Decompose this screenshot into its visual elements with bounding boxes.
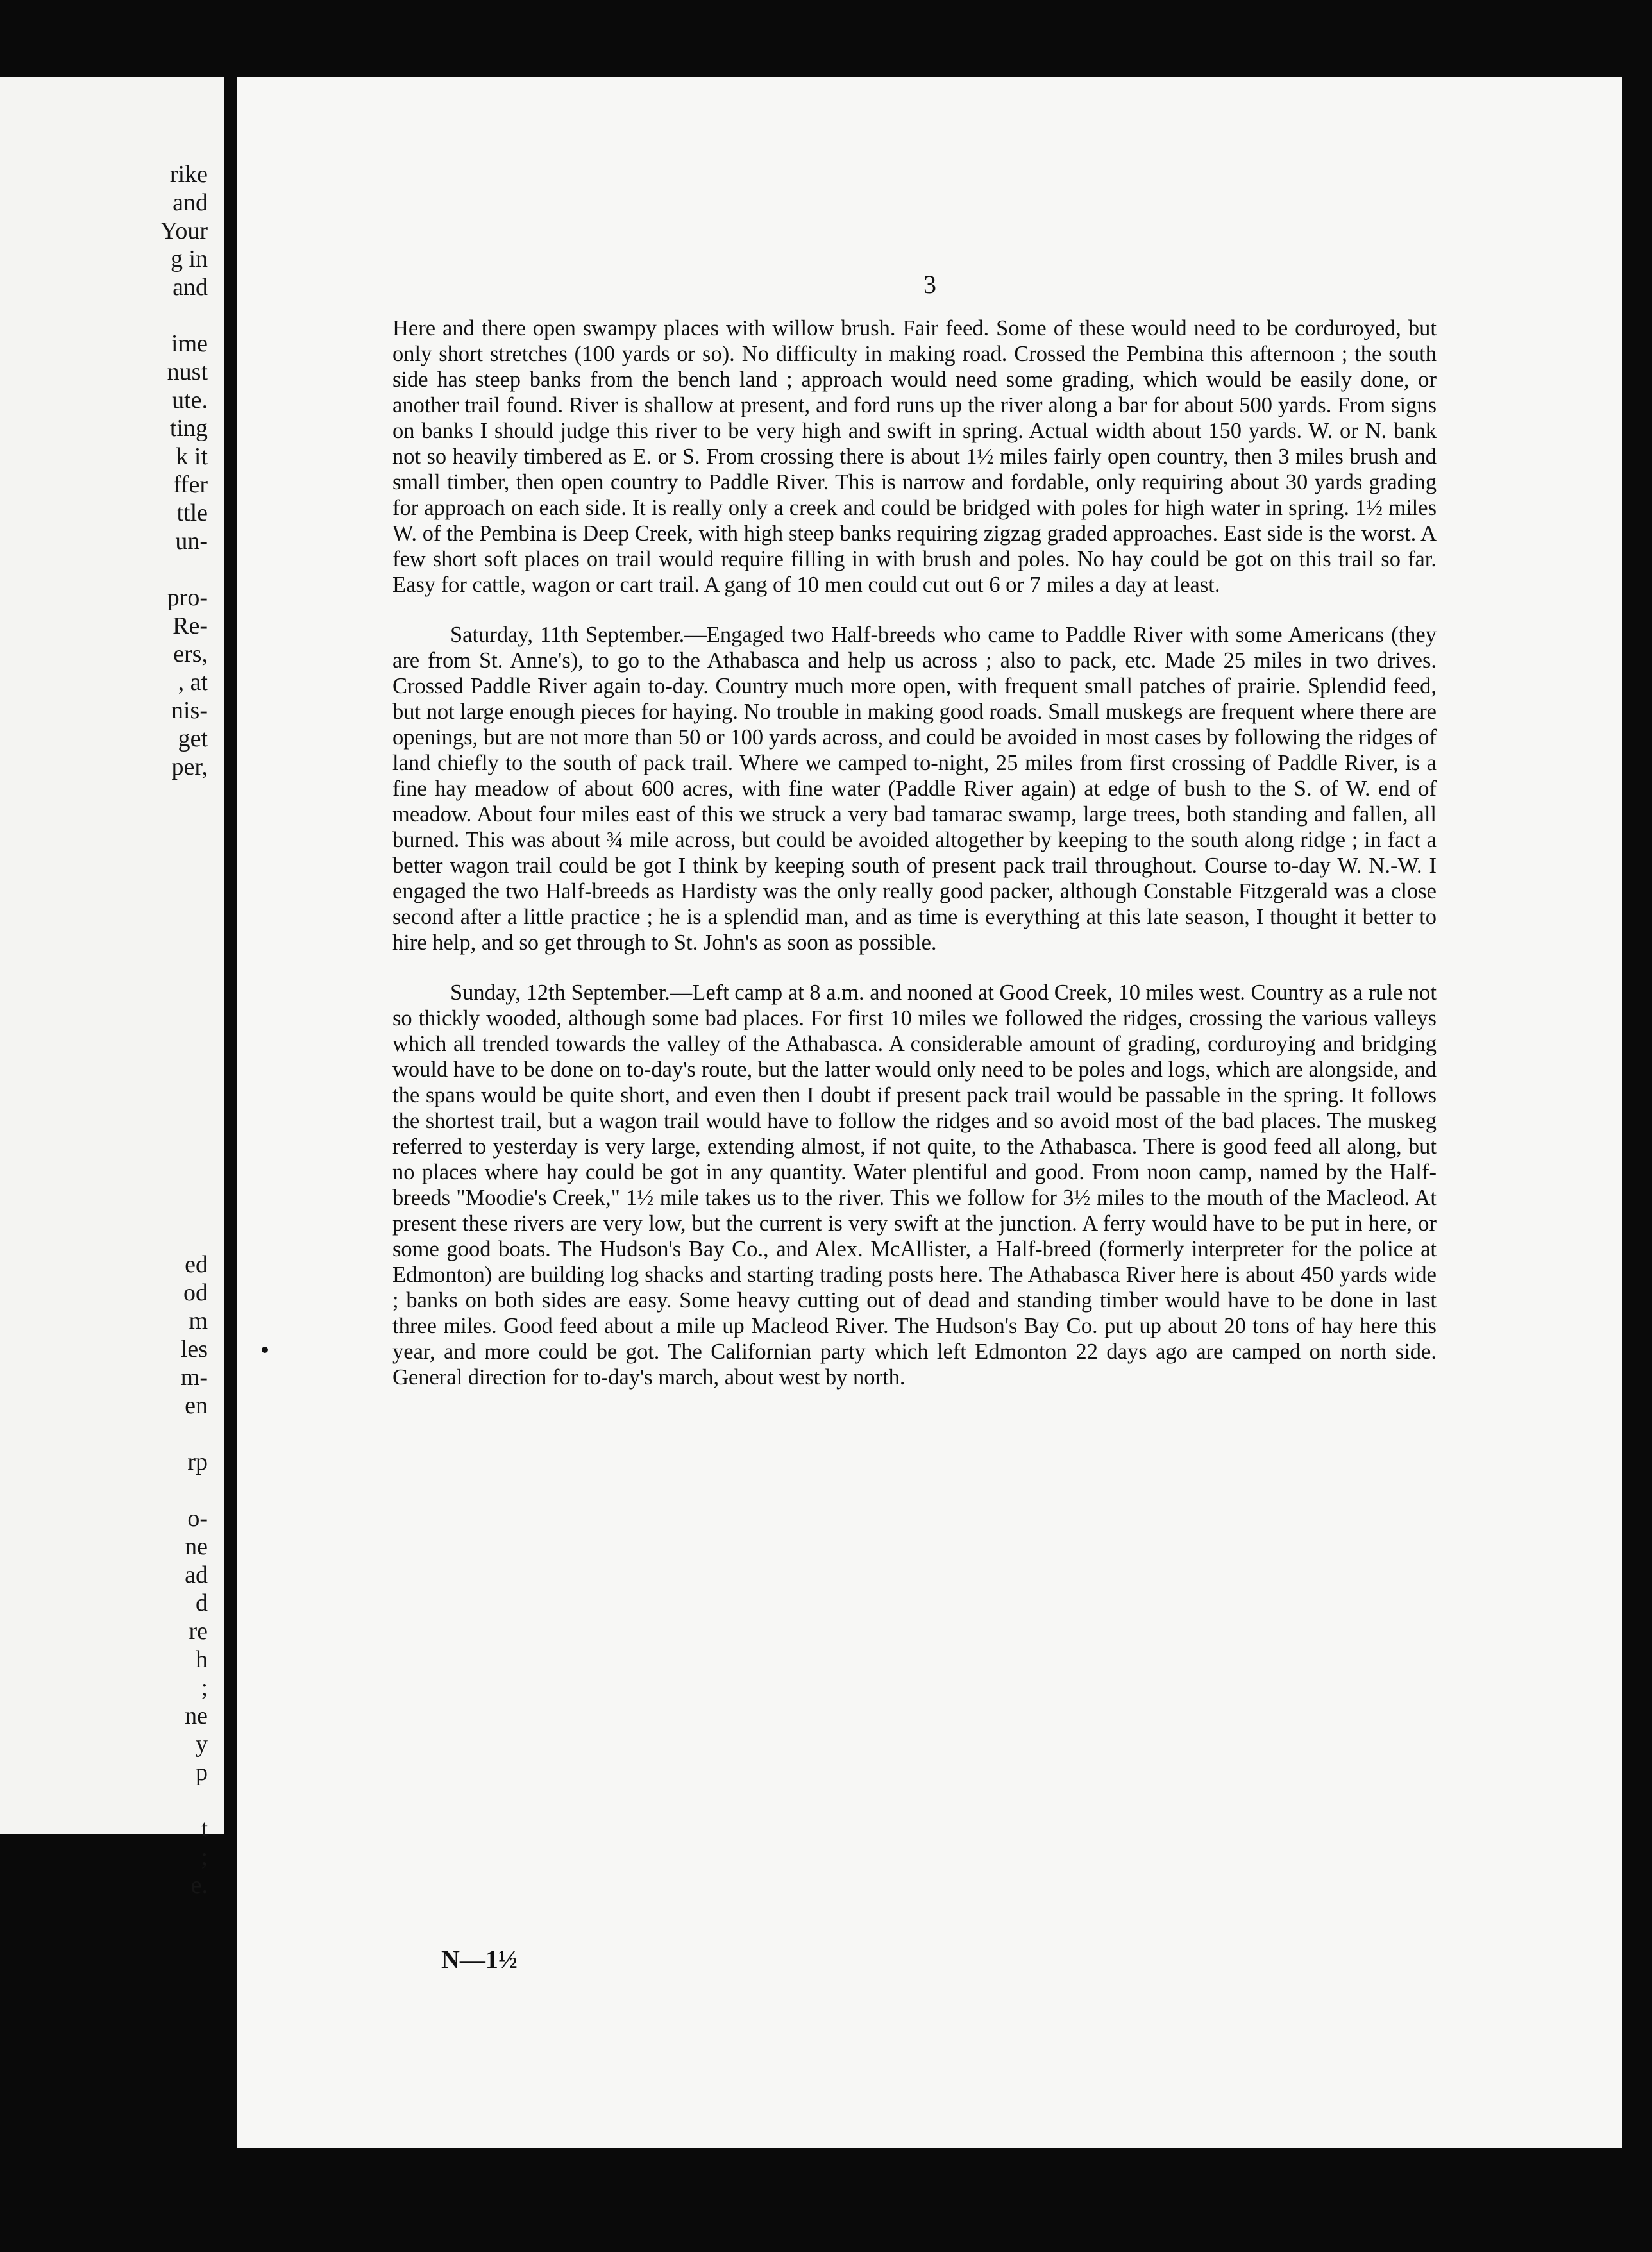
left-page-fragment-line: [112, 1420, 208, 1448]
left-page-fragment-line: ers,: [173, 641, 208, 668]
left-page-fragment-line: ime: [171, 330, 208, 357]
page-number: 3: [923, 270, 936, 299]
left-page-fragment-line: m: [189, 1307, 208, 1334]
left-page-fragment-line: k it: [176, 443, 208, 470]
left-page-fragment-line: ffer: [173, 471, 208, 498]
left-page-fragment-line: od: [183, 1279, 208, 1306]
left-page-fragment-line: rp: [187, 1449, 208, 1475]
left-page-fragment: [0, 77, 224, 1899]
left-page-fragment-line: re: [189, 1618, 208, 1645]
paragraph-1: Here and there open swampy places with willow brush. Fair feed. Some of these would need to be corduroyed, but only short stretches (100 yards or so). No difficulty in making road. Crossed the Pembina this afternoon ; the south side has steep banks from the bench land ; approach would need some grading, which would be easily done, or another trail found. River is shallow at present, and ford runs up the river along a bar for about 500 yards. From signs on banks I should judge this river to be very high and swift in spring. Actual width about 150 yards. W. or N. bank not so heavily timbered as E. or S. From crossing there is about 1½ miles fairly open country, then 3 miles brush and small timber, then open country to Paddle River. This is narrow and fordable, only requiring about 30 yards grading for approach on each side. It is really only a creek and could be bridged with poles for high water in spring. 1½ miles W. of the Pembina is Deep Creek, with high steep banks requiring zigzag graded approaches. East side is the worst. A few short soft places on trail would require filling in with brush and poles. No hay could be got on this trail so far. Easy for cattle, wagon or cart trail. A gang of 10 men could cut out 6 or 7 miles a day at least.: [392, 316, 1437, 597]
left-page-fragment-line: ttle: [176, 500, 208, 526]
left-page-fragment-line: [112, 301, 208, 330]
left-page-fragment-line: ;: [201, 1844, 208, 1870]
left-page-fragment-line: pro-: [167, 584, 208, 611]
left-page-text-bottom: [112, 1250, 208, 1899]
left-page-fragment-line: ed: [185, 1251, 208, 1278]
left-page-fragment-line: t: [201, 1815, 208, 1842]
left-page-fragment-line: m-: [180, 1364, 208, 1391]
left-page-fragment-line: o-: [187, 1505, 208, 1532]
left-page-fragment-line: g in: [170, 246, 208, 273]
left-page-fragment-line: ad: [185, 1561, 208, 1588]
left-page-fragment-line: p: [196, 1759, 208, 1786]
left-page-fragment-line: d: [196, 1590, 208, 1617]
left-page-fragment-line: en: [185, 1392, 208, 1419]
signature-mark: N—1½: [441, 1945, 518, 1974]
left-page-fragment-line: nis-: [171, 697, 208, 724]
left-page-fragment-line: and: [173, 189, 208, 216]
left-page-fragment-line: rike: [169, 161, 208, 188]
left-page-fragment-line: y: [196, 1731, 208, 1758]
binding-gutter: [224, 77, 237, 1834]
left-page-fragment-line: Re-: [173, 612, 208, 639]
left-page-fragment-line: ne: [185, 1533, 208, 1560]
left-page-fragment-line: un-: [175, 528, 208, 555]
left-page-text-top: [112, 160, 208, 781]
left-page-fragment-line: nust: [167, 358, 208, 385]
left-page-fragment-line: e.: [190, 1872, 208, 1899]
left-page-fragment-line: and: [173, 274, 208, 301]
left-page-fragment-line: ting: [169, 415, 208, 442]
left-page-fragment-line: [112, 1476, 208, 1504]
left-page-fragment-line: [112, 1786, 208, 1815]
left-page-fragment-line: h: [196, 1646, 208, 1673]
left-page-fragment-line: [112, 555, 208, 584]
left-page-fragment-line: ne: [185, 1702, 208, 1729]
left-page-fragment-line: les: [180, 1336, 208, 1363]
left-page-fragment-line: , at: [178, 669, 208, 696]
left-page-fragment-line: ;: [201, 1674, 208, 1701]
paragraph-3: Sunday, 12th September.—Left camp at 8 a.m. and nooned at Good Creek, 10 miles west. Country as a rule not so thickly wooded, although some bad places. For first 10 miles we followed the ridges, crossing the various valleys which all trended towards the valley of the Athabasca. A considerable amount of grading, corduroying and bridging would have to be done on to-day's route, but the latter would only need to be poles and logs, which are alongside, and the spans would be quite short, and even then I doubt if present pack trail would be passable in the spring. It follows the shortest trail, but a wagon trail would have to follow the ridges and so avoid most of the bad places. The muskeg referred to yesterday is very large, extending almost, if not quite, to the Athabasca. There is good feed all along, but no places where hay could be got in any quantity. Water plentiful and good. From noon camp, named by the Half-breeds "Moodie's Creek," 1½ mile takes us to the river. This we follow for 3½ miles to the mouth of the Macleod. At present these rivers are very low, but the current is very swift at the junction. A ferry would have to be put in here, or some good boats. The Hudson's Bay Co., and Alex. McAllister, a Half-breed (formerly interpreter for the police at Edmonton) are building log shacks and starting trading posts here. The Athabasca River here is about 450 yards wide ; banks on both sides are easy. Some heavy cutting out of dead and standing timber would have to be done in last three miles. Good feed about a mile up Macleod River. The Hudson's Bay Co. put up about 20 tons of hay here this year, and more could be got. The Californian party which left Edmonton 22 days ago are camped on north side. General direction for to-day's march, about west by north.: [392, 980, 1437, 1390]
left-page-fragment-line: ute.: [172, 387, 208, 414]
margin-dot: [262, 1347, 268, 1353]
left-page-fragment-line: get: [178, 725, 208, 752]
paragraph-2: Saturday, 11th September.—Engaged two Half-breeds who came to Paddle River with some Americans (they are from St. Anne's), to go to the Athabasca and help us across ; also to pack, etc. Made 25 miles in two drives. Crossed Paddle River again to-day. Country much more open, with frequent small patches of prairie. Splendid feed, but not large enough pieces for haying. No trouble in making good roads. Small muskegs are frequent where there are openings, but are not more than 50 or 100 yards across, and could be avoided in most cases by following the ridges of land chiefly to the south of pack trail. Where we camped to-night, 25 miles from first crossing of Paddle River, is a fine hay meadow of about 600 acres, with fine water (Paddle River again) at edge of bush to the S. of W. end of meadow. About four miles east of this we struck a very bad tamarac swamp, large trees, both standing and fallen, all burned. This was about ¾ mile across, but could be avoided altogether by keeping to the south along ridge ; in fact a better wagon trail could be got I think by keeping south of present pack trail throughout. Course to-day W. N.-W. I engaged the two Half-breeds as Hardisty was the only really good packer, although Constable Fitzgerald was a close second after a little practice ; he is a splendid man, and as time is everything at this late season, I thought it better to hire help, and so get through to St. John's as soon as possible.: [392, 623, 1437, 955]
left-page-fragment-line: Your: [160, 217, 208, 244]
document-page: [237, 77, 1622, 2148]
body-text: [392, 315, 1437, 1390]
left-page-fragment-line: per,: [171, 753, 208, 780]
